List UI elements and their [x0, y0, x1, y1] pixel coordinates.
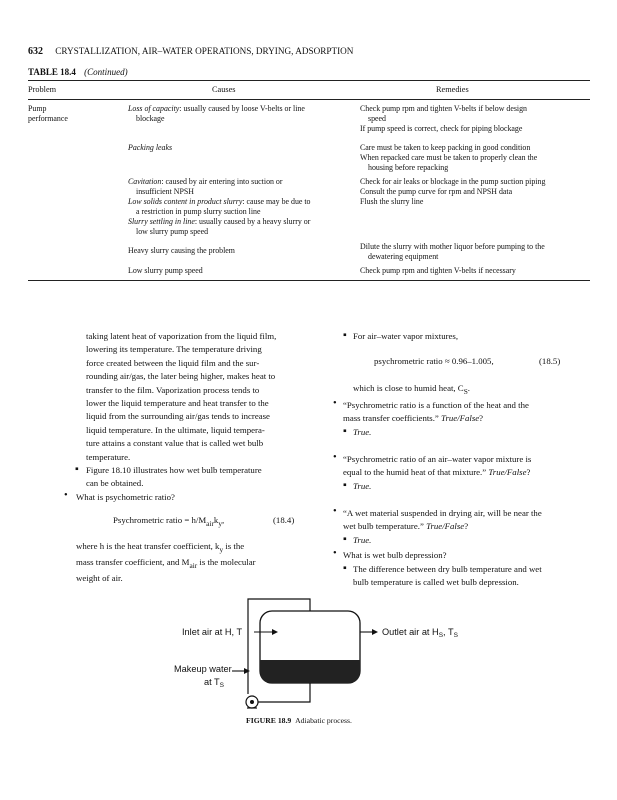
equation-18-4: Psychrometric ratio = $h/M_{air}k_y$, [113, 515, 225, 528]
bullet-dot-icon: • [64, 490, 68, 501]
table-top-rule [28, 80, 590, 81]
adiabatic-process-diagram [170, 590, 480, 715]
figure-caption: FIGURE 18.9 Adiabatic process. [246, 716, 352, 725]
equation-where-text: where h is the heat transfer coefficient, $k_y$ is the mass transfer coefficient, and $M_{air}$ is the molecular weight of air. [76, 541, 256, 584]
equation-number-18-4: (18.4) [273, 515, 295, 525]
remedy-cell-1: Check pump rpm and tighten V-belts if below design speed [360, 104, 527, 123]
cause-cell-2: Packing leaks [128, 143, 173, 152]
cause-cell-6: Heavy slurry causing the problem [128, 246, 235, 255]
column-header-remedies: Remedies [436, 85, 469, 94]
question-wet-bulb-depression: What is wet bulb depression? [343, 550, 447, 560]
pump-icon [246, 696, 258, 708]
remedy-cell-8: Dilute the slurry with mother liquor before pumping to the dewatering equipment [360, 242, 545, 261]
table-bottom-rule [28, 280, 590, 281]
remedy-cell-4: When repacked care must be taken to properly clean the housing before repacking [360, 153, 538, 172]
cause-cell-4: Low solids content in product slurry: cause may be due to a restriction in pump slurry suction line [128, 197, 311, 216]
bullet-dot-icon: • [333, 506, 337, 517]
bullet-square-icon: ▪ [343, 563, 347, 574]
cause-cell-3: Cavitation: caused by air entering into suction or insufficient NPSH [128, 177, 283, 196]
bullet-dot-icon: • [333, 452, 337, 463]
figure-reference-bullet: Figure 18.10 illustrates how wet bulb temperature can be obtained. [86, 465, 262, 489]
makeup-arrowhead-icon [244, 668, 250, 674]
left-paragraph: taking latent heat of vaporization from the liquid film, lowering its temperature. The temperature driving force created between the liquid film and the sur- rounding air/gas, the later being higher, makes heat to transfer to the film. Vaporization process tends to lower the liquid temperature and heat transfer to the liquid from the surrounding air/gas tends to increase liquid temperature. In the ultimate, liquid tempera- ture attains a constant value that is called wet bulb temperature. [86, 331, 277, 462]
bullet-square-icon: ▪ [343, 426, 347, 437]
table-continued: (Continued) [84, 67, 128, 77]
bullet-square-icon: ▪ [343, 330, 347, 341]
remedy-cell-7: Flush the slurry line [360, 197, 424, 206]
air-water-mixture-bullet: For air–water vapor mixtures, [353, 331, 459, 341]
bullet-dot-icon: • [333, 548, 337, 559]
question-humid-heat: “Psychrometric ratio of an air–water vapor mixture is equal to the humid heat of that mixture.” True/False? [343, 454, 532, 478]
question-wet-material: “A wet material suspended in drying air, will be near the wet bulb temperature.” True/False? [343, 508, 542, 532]
table-label: TABLE 18.4 [28, 67, 76, 77]
equation-18-5: psychrometric ratio ≈ 0.96–1.005, [374, 356, 494, 366]
makeup-water-label: Makeup water [174, 664, 232, 674]
column-header-causes: Causes [212, 85, 236, 94]
bullet-square-icon: ▪ [343, 534, 347, 545]
outlet-label: Outlet air at $H_S$, $T_S$ [382, 627, 458, 639]
cause-cell-5: Slurry settling in line: usually caused by a heavy slurry or low slurry pump speed [128, 217, 311, 236]
makeup-temperature-label: at $T_S$ [204, 677, 225, 689]
cause-cell-1: Loss of capacity: usually caused by loose V-belts or line blockage [128, 104, 305, 123]
answer-true: True. [353, 427, 372, 437]
problem-cell: Pump performance [28, 104, 68, 123]
answer-wet-bulb-depression: The difference between dry bulb temperature and wet bulb temperature is called wet bulb depression. [353, 564, 542, 588]
bullet-dot-icon: • [333, 398, 337, 409]
remedy-cell-2: If pump speed is correct, check for piping blockage [360, 124, 523, 133]
pump-suction-line [256, 683, 310, 702]
column-header-problem: Problem [28, 85, 57, 94]
running-title: CRYSTALLIZATION, AIR–WATER OPERATIONS, DRYING, ADSORPTION [55, 46, 354, 56]
page-number: 632 [28, 46, 43, 57]
question-function-coefficients: “Psychrometric ratio is a function of the heat and the mass transfer coefficients.” True/False? [343, 400, 529, 424]
inlet-label: Inlet air at H, T [182, 627, 243, 637]
equation-number-18-5: (18.5) [539, 356, 561, 366]
remedy-cell-6: Consult the pump curve for rpm and NPSH data [360, 187, 513, 196]
outlet-arrowhead-icon [372, 629, 378, 635]
bullet-square-icon: ▪ [343, 480, 347, 491]
question-psychometric-ratio: What is psychometric ratio? [76, 492, 175, 502]
remedy-cell-9: Check pump rpm and tighten V-belts if necessary [360, 266, 516, 275]
water-pool [260, 660, 360, 683]
humid-heat-note: which is close to humid heat, $C_S$. [353, 383, 470, 396]
cause-cell-7: Low slurry pump speed [128, 266, 203, 275]
remedy-cell-5: Check for air leaks or blockage in the pump suction piping [360, 177, 546, 186]
table-header-rule [28, 99, 590, 100]
table-title [28, 67, 128, 77]
answer-true: True. [353, 535, 372, 545]
remedy-cell-3: Care must be taken to keep packing in good condition [360, 143, 531, 152]
running-header [28, 46, 353, 57]
bullet-square-icon: ▪ [75, 464, 79, 475]
answer-true: True. [353, 481, 372, 491]
